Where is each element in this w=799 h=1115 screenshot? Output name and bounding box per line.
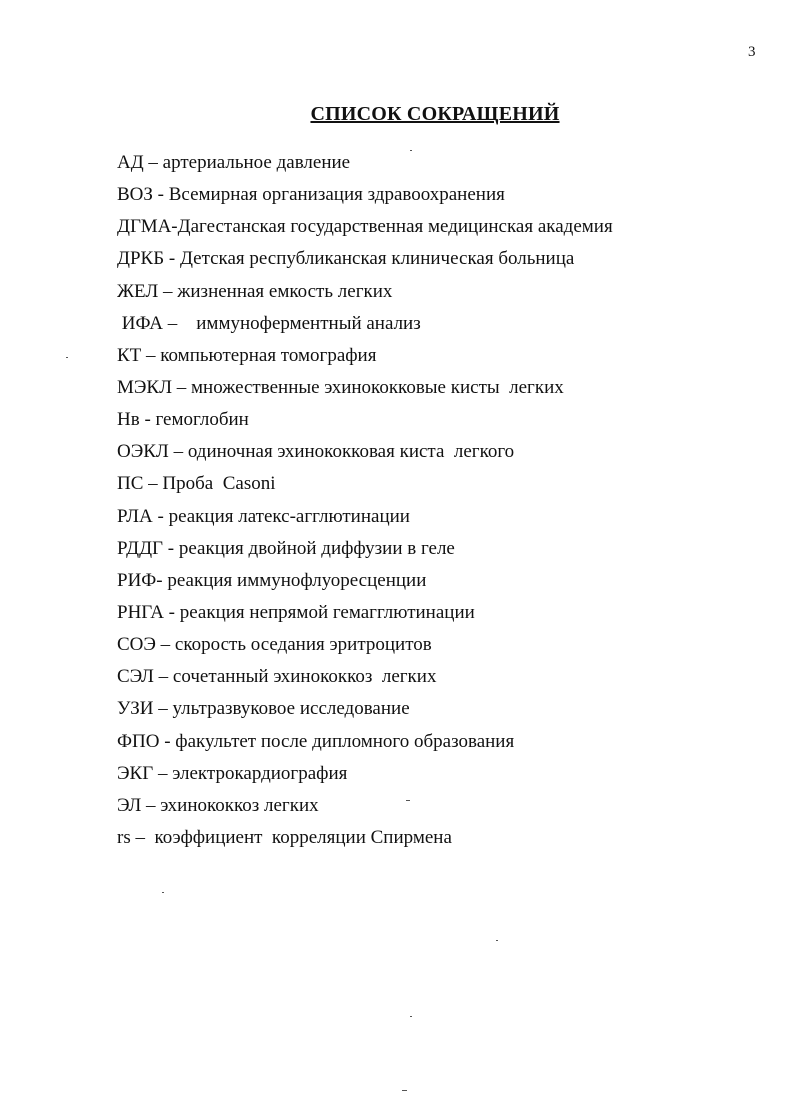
list-item: ФПО - факультет после дипломного образования [117, 730, 515, 752]
list-item: Нв - гемоглобин [117, 409, 249, 431]
list-item: РЛА - реакция латекс-агглютинации [117, 505, 410, 527]
scan-speck [162, 892, 164, 893]
list-item: УЗИ – ультразвуковое исследование [117, 698, 410, 720]
page-title: СПИСОК СОКРАЩЕНИЙ [310, 103, 560, 125]
list-item: ДГМА-Дагестанская государственная медицинская академия [117, 216, 613, 238]
list-item: КТ – компьютерная томография [117, 344, 377, 366]
scan-speck [402, 1090, 407, 1091]
list-item: РИФ- реакция иммунофлуоресценции [117, 569, 427, 591]
scan-speck [66, 357, 68, 358]
scan-speck [406, 800, 410, 801]
scan-speck [410, 1016, 412, 1017]
list-item: ИФА – иммуноферментный анализ [117, 312, 421, 334]
list-item: ЭКГ – электрокардиография [117, 762, 348, 784]
scan-speck [410, 150, 412, 151]
page-number: 3 [748, 44, 756, 60]
list-item: РДДГ - реакция двойной диффузии в геле [117, 537, 455, 559]
list-item: ОЭКЛ – одиночная эхинококковая киста легкого [117, 441, 515, 463]
list-item: ЖЕЛ – жизненная емкость легких [117, 280, 393, 302]
list-item: ДРКБ - Детская республиканская клиническая больница [117, 248, 575, 270]
abbreviation-list [117, 149, 613, 856]
list-item: РНГА - реакция непрямой гемагглютинации [117, 601, 475, 623]
list-item: СОЭ – скорость оседания эритроцитов [117, 634, 432, 656]
list-item: rs – коэффициент корреляции Спирмена [117, 826, 452, 848]
list-item: ВОЗ - Всемирная организация здравоохранения [117, 184, 505, 206]
list-item: МЭКЛ – множественные эхинококковые кисты легких [117, 376, 564, 398]
scan-speck [496, 940, 498, 941]
list-item: ПС – Проба Casoni [117, 473, 276, 495]
list-item: СЭЛ – сочетанный эхинококкоз легких [117, 666, 437, 688]
list-item: ЭЛ – эхинококкоз легких [117, 794, 319, 816]
list-item: АД – артериальное давление [117, 152, 351, 173]
